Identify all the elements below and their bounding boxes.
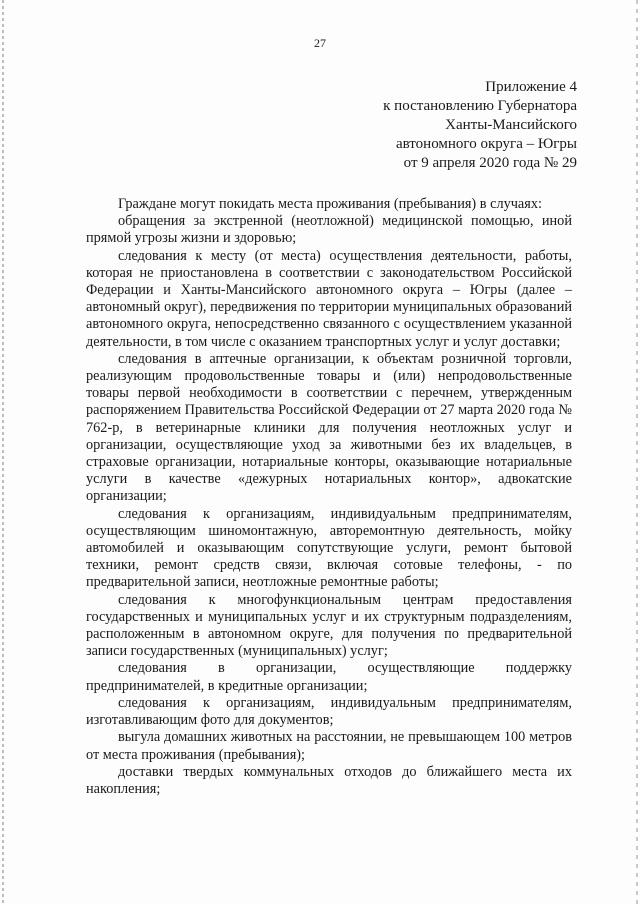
appendix-line: Приложение 4 xyxy=(485,79,577,95)
appendix-line: автономного округа – Югры xyxy=(395,136,577,152)
list-paragraph: обращения за экстренной (неотложной) медицинской помощью, иной прямой угрозы жизни и здоровью; xyxy=(86,213,572,247)
scan-edge-right xyxy=(636,0,638,905)
list-paragraph: следования к организациям, индивидуальным предпринимателям, осуществляющим шиномонтажную, авторемонтную деятельность, мойку автомобилей и оказывающим сопутствующие услуги, ремонт бытовой техники, ремонт средств связи, включая сотовые телефоны, - по предварительной записи, неотложные ремонтные работы; xyxy=(86,505,572,591)
appendix-header xyxy=(277,78,577,173)
list-paragraph: выгула домашних животных на расстоянии, не превышающем 100 метров от места проживания (пребывания); xyxy=(86,729,572,763)
list-paragraph: следования в аптечные организации, к объектам розничной торговли, реализующим продовольственные товары и (или) непродовольственные товары первой необходимости в соответствии с перечнем, утвержденным распоряжением Правительства Российской Федерации от 27 марта 2020 года № 762-р, в ветеринарные клиники для получения неотложных услуг и организации, осуществляющие уход за животными без их владельцев, в страховые организации, нотариальные конторы, оказывающие нотариальные услуги в качестве «дежурных нотариальных контор», адвокатские организации; xyxy=(86,350,572,505)
appendix-line: от 9 апреля 2020 года № 29 xyxy=(403,155,577,171)
page-number: 27 xyxy=(314,36,326,50)
appendix-line: Ханты-Мансийского xyxy=(445,117,577,133)
list-paragraph: доставки твердых коммунальных отходов до ближайшего места их накопления; xyxy=(86,763,572,797)
list-paragraph: следования в организации, осуществляющие поддержку предпринимателей, в кредитные организации; xyxy=(86,660,572,694)
scan-edge-left xyxy=(2,0,4,905)
intro-paragraph: Граждане могут покидать места проживания (пребывания) в случаях: xyxy=(118,196,542,212)
document-body xyxy=(86,196,572,798)
list-paragraph: следования к организациям, индивидуальным предпринимателям, изготавливающим фото для документов; xyxy=(86,694,572,729)
list-paragraph: следования к многофункциональным центрам предоставления государственных и муниципальных услуг и их структурным подразделениям, расположенным в автономном округе, для получения по предварительной записи государственных (муниципальных) услуг; xyxy=(86,591,572,660)
appendix-line: к постановлению Губернатора xyxy=(383,98,577,114)
list-paragraph: следования к месту (от места) осуществления деятельности, работы, которая не приостановлена в соответствии с законодательством Российской Федерации и Ханты-Мансийского автономного округа – Югры (далее – автономный округ), передвижения по территории муниципальных образований автономного округа, непосредственно связанного с осуществлением указанной деятельности, в том числе с оказанием транспортных услуг и услуг доставки; xyxy=(86,247,572,350)
